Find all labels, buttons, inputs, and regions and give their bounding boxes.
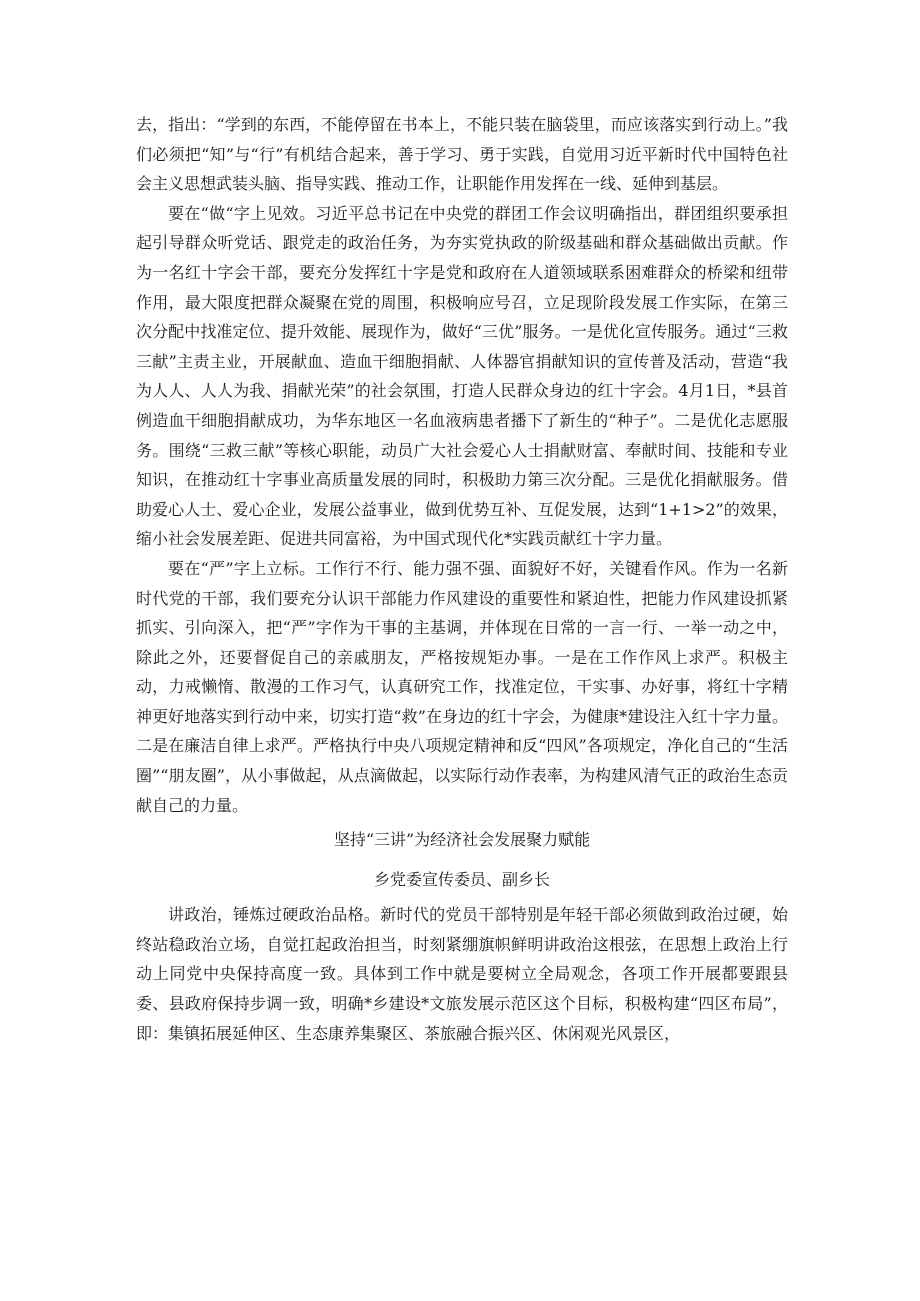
paragraph-2: 要在“做“字上见效。习近平总书记在中央党的群团工作会议明确指出，群团组织要承担起引导群众听党话、跟党走的政治任务，为夯实党执政的阶级基础和群众基础做出贡献。作为一名红十字会干部，要充分发挥红十字是党和政府在人道领域联系困难群众的桥梁和纽带作用，最大限度把群众凝聚在党的周围，积极响应号召，立足现阶段发展工作实际，在第三次分配中找准定位、提升效能、展现作为，做好“三优”服务。一是优化宣传服务。通过“三救三献”主责主业，开展献血、造血干细胞捐献、人体器官捐献知识的宣传普及活动，营造“我为人人、人人为我、捐献光荣”的社会氛围，打造人民群众身边的红十字会。4月1日，*县首例造血干细胞捐献成功，为华东地区一名血液病患者播下了新生的“种子”。二是优化志愿服务。围绕“三救三献”等核心职能，动员广大社会爱心人士捐献财富、奉献时间、技能和专业知识，在推动红十字事业高质量发展的同时，积极助力第三次分配。三是优化捐献服务。借助爱心人士、爱心企业，发展公益事业，做到优势互补、互促发展，达到“1+1>2”的效果，缩小社会发展差距、促进共同富裕，为中国式现代化*实践贡献红十字力量。 xyxy=(136,203,788,549)
section-author: 乡党委宣传委员、副乡长 xyxy=(373,870,550,890)
paragraph-4: 讲政治，锤炼过硬政治品格。新时代的党员干部特别是年轻干部必须做到政治过硬，始终站稳政治立场，自觉扛起政治担当，时刻紧绷旗帜鲜明讲政治这根弦，在思想上政治上行动上同党中央保持高度一致。具体到工作中就是要树立全局观念，各项工作开展都要跟县委、县政府保持步调一致，明确*乡建设*文旅发展示范区这个目标，积极构建“四区布局”，即：集镇拓展延伸区、生态康养集聚区、茶旅融合振兴区、休闲观光风景区， xyxy=(136,905,788,1043)
section-title: 坚持“三讲”为经济社会发展聚力赋能 xyxy=(333,830,591,850)
paragraph-3: 要在“严”字上立标。工作行不行、能力强不强、面貌好不好，关键看作风。作为一名新时代党的干部，我们要充分认识干部能力作风建设的重要性和紧迫性，把能力作风建设抓紧抓实、引向深入，把“严”字作为干事的主基调，并体现在日常的一言一行、一举一动之中，除此之外，还要督促自己的亲戚朋友，严格按规矩办事。一是在工作作风上求严。积极主动，力戒懒惰、散漫的工作习气，认真研究工作，找准定位，干实事、办好事，将红十字精神更好地落实到行动中来，切实打造“救”在身边的红十字会，为健康*建设注入红十字力量。二是在廉洁自律上求严。严格执行中央八项规定精神和反“四风”各项规定，净化自己的“生活圈”“朋友圈”，从小事做起，从点滴做起，以实际行动作表率，为构建风清气正的政治生态贡献自己的力量。 xyxy=(136,558,788,815)
paragraph-1: 去，指出：“学到的东西，不能停留在书本上，不能只装在脑袋里，而应该落实到行动上。”我们必须把“知”与“行”有机结合起来，善于学习、勇于实践，自觉用习近平新时代中国特色社会主义思想武装头脑、指导实践、推动工作，让职能作用发挥在一线、延伸到基层。 xyxy=(136,115,788,194)
document-page xyxy=(136,110,788,1048)
